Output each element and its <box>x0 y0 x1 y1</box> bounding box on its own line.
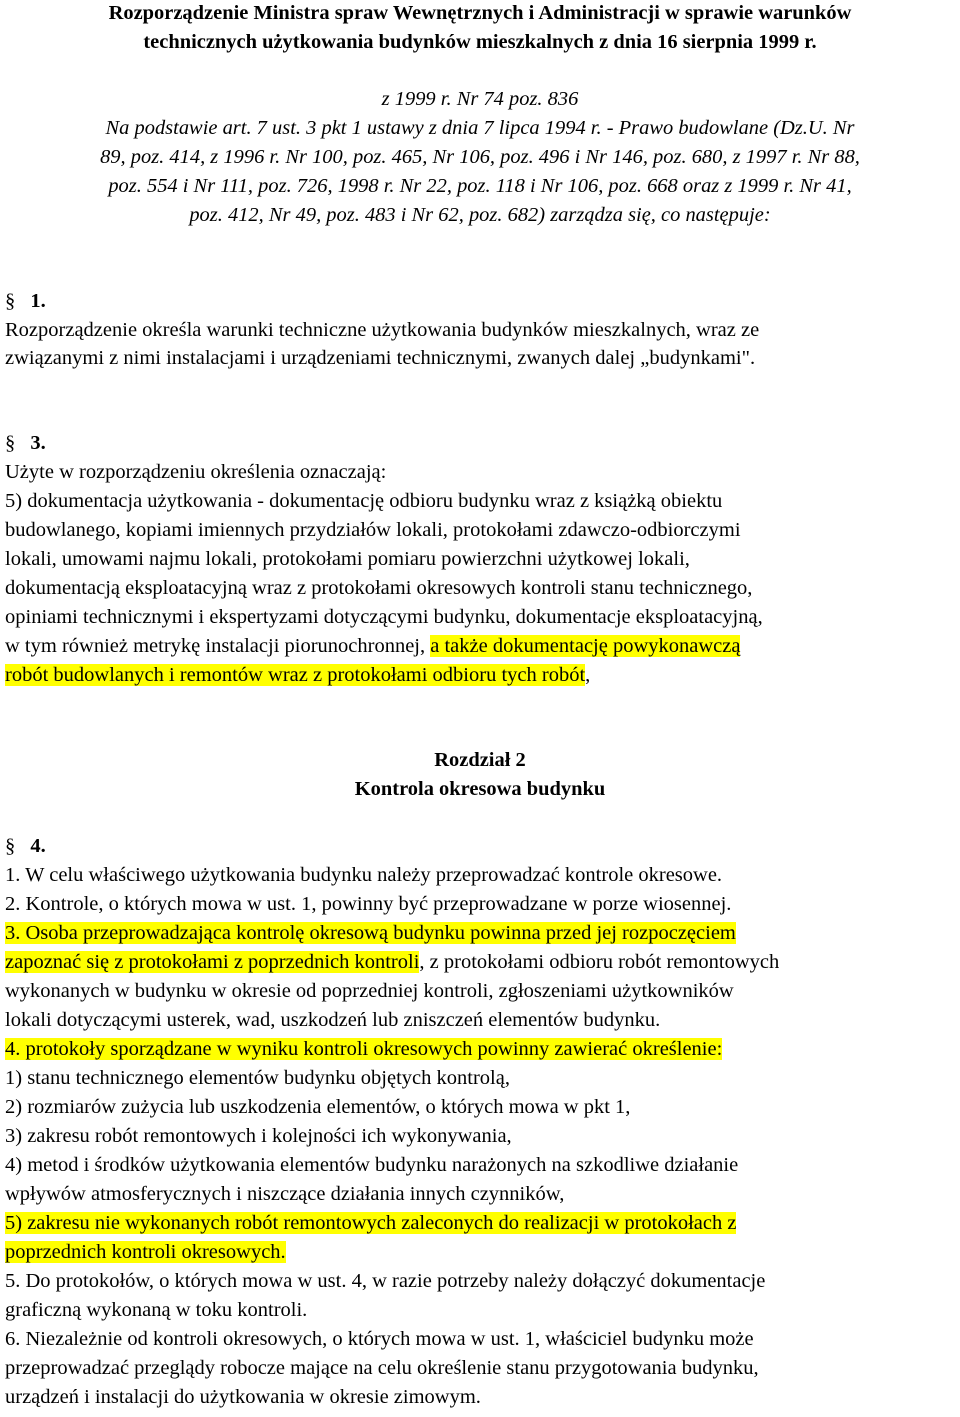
source-line: z 1999 r. Nr 74 poz. 836 <box>381 88 579 110</box>
plain-text: , <box>585 664 591 686</box>
par3-line-3: budowlanego, kopiami imiennych przydziałów lokali, protokołami zdawczo-odbiorczymi <box>5 519 741 541</box>
par4-line-2: 2. Kontrole, o których mowa w ust. 1, powinny być przeprowadzane w porze wiosennej. <box>5 893 732 915</box>
par3-line-7 <box>5 632 740 660</box>
par4-line-7 <box>5 1035 722 1063</box>
par4-line-14 <box>5 1238 286 1266</box>
par3-line-8 <box>5 661 590 689</box>
par4-line-6: lokali dotyczącymi usterek, wad, uszkodzeń lub zniszczeń elementów budynku. <box>5 1009 661 1031</box>
par4-line-3 <box>5 919 736 947</box>
par3-line-4: lokali, umowami najmu lokali, protokołami pomiaru powierzchni użytkowej lokali, <box>5 548 690 570</box>
basis-line-2: 89, poz. 414, z 1996 r. Nr 100, poz. 465, Nr 106, poz. 496 i Nr 146, poz. 680, z 1997 r. Nr 88, <box>100 146 860 168</box>
par4-line-18: przeprowadzać przeglądy robocze mające na celu określenie stanu przygotowania budynku, <box>5 1357 759 1379</box>
par4-line-10: 3) zakresu robót remontowych i kolejności ich wykonywania, <box>5 1125 512 1147</box>
par3-line-2: 5) dokumentacja użytkowania - dokumentację odbioru budynku wraz z książką obiektu <box>5 490 723 512</box>
highlighted-text: robót budowlanych i remontów wraz z protokołami odbioru tych robót <box>5 664 586 686</box>
section-symbol: § <box>5 432 16 454</box>
chapter-title: Kontrola okresowa budynku <box>354 778 606 800</box>
section-1-heading <box>5 287 46 315</box>
par1-line-2: związanymi z nimi instalacjami i urządzeniami technicznymi, zwanych dalej „budynkami". <box>5 347 756 369</box>
section-4-heading <box>5 832 46 860</box>
section-number: 4. <box>30 835 46 857</box>
par4-line-16: graficzną wykonaną w toku kontroli. <box>5 1299 308 1321</box>
chapter-number: Rozdział 2 <box>434 749 526 771</box>
par4-line-19: urządzeń i instalacji do użytkowania w okresie zimowym. <box>5 1386 481 1408</box>
plain-text: w tym również metrykę instalacji piorunochronnej, <box>5 635 431 657</box>
par4-line-17: 6. Niezależnie od kontroli okresowych, o których mowa w ust. 1, właściciel budynku może <box>5 1328 754 1350</box>
plain-text: , z protokołami odbioru robót remontowych <box>419 951 780 973</box>
doc-title-line-1: Rozporządzenie Ministra spraw Wewnętrznych i Administracji w sprawie warunków <box>108 2 852 24</box>
section-symbol: § <box>5 835 16 857</box>
basis-line-1: Na podstawie art. 7 ust. 3 pkt 1 ustawy z dnia 7 lipca 1994 r. - Prawo budowlane (Dz.U. Nr <box>105 117 855 139</box>
highlighted-text: 4. protokoły sporządzane w wyniku kontroli okresowych powinny zawierać określenie: <box>5 1038 723 1060</box>
section-symbol: § <box>5 290 16 312</box>
par1-line-1: Rozporządzenie określa warunki techniczne użytkowania budynków mieszkalnych, wraz ze <box>5 319 760 341</box>
par3-line-5: dokumentacją eksploatacyjną wraz z protokołami okresowych kontroli stanu technicznego, <box>5 577 753 599</box>
par3-line-6: opiniami technicznymi i ekspertyzami dotyczącymi budynku, dokumentacje eksploatacyjną, <box>5 606 763 628</box>
par3-line-1: Użyte w rozporządzeniu określenia oznaczają: <box>5 461 387 483</box>
basis-line-3: poz. 554 i Nr 111, poz. 726, 1998 r. Nr 22, poz. 118 i Nr 106, poz. 668 oraz z 1999 r. Nr 41, <box>108 175 852 197</box>
section-3-heading <box>5 429 46 457</box>
highlighted-text: 5) zakresu nie wykonanych robót remontowych zaleconych do realizacji w protokołach z <box>5 1212 737 1234</box>
section-number: 1. <box>30 290 46 312</box>
highlighted-text: a także dokumentację powykonawczą <box>430 635 741 657</box>
par4-line-15: 5. Do protokołów, o których mowa w ust. 4, w razie potrzeby należy dołączyć dokumentacje <box>5 1270 766 1292</box>
par4-line-4 <box>5 948 779 976</box>
doc-title-line-2: technicznych użytkowania budynków mieszkalnych z dnia 16 sierpnia 1999 r. <box>143 31 817 53</box>
par4-line-5: wykonanych w budynku w okresie od poprzedniej kontroli, zgłoszeniami użytkowników <box>5 980 734 1002</box>
highlighted-text: zapoznać się z protokołami z poprzednich kontroli <box>5 951 420 973</box>
par4-line-9: 2) rozmiarów zużycia lub uszkodzenia elementów, o których mowa w pkt 1, <box>5 1096 631 1118</box>
par4-line-11: 4) metod i środków użytkowania elementów budynku narażonych na szkodliwe działanie <box>5 1154 739 1176</box>
section-number: 3. <box>30 432 46 454</box>
par4-line-8: 1) stanu technicznego elementów budynku objętych kontrolą, <box>5 1067 510 1089</box>
par4-line-13 <box>5 1209 736 1237</box>
highlighted-text: 3. Osoba przeprowadzająca kontrolę okresową budynku powinna przed jej rozpoczęciem <box>5 922 736 944</box>
par4-line-1: 1. W celu właściwego użytkowania budynku należy przeprowadzać kontrole okresowe. <box>5 864 723 886</box>
par4-line-12: wpływów atmosferycznych i niszczące działania innych czynników, <box>5 1183 565 1205</box>
basis-line-4: poz. 412, Nr 49, poz. 483 i Nr 62, poz. 682) zarządza się, co następuje: <box>189 204 771 226</box>
highlighted-text: poprzednich kontroli okresowych. <box>5 1241 286 1263</box>
